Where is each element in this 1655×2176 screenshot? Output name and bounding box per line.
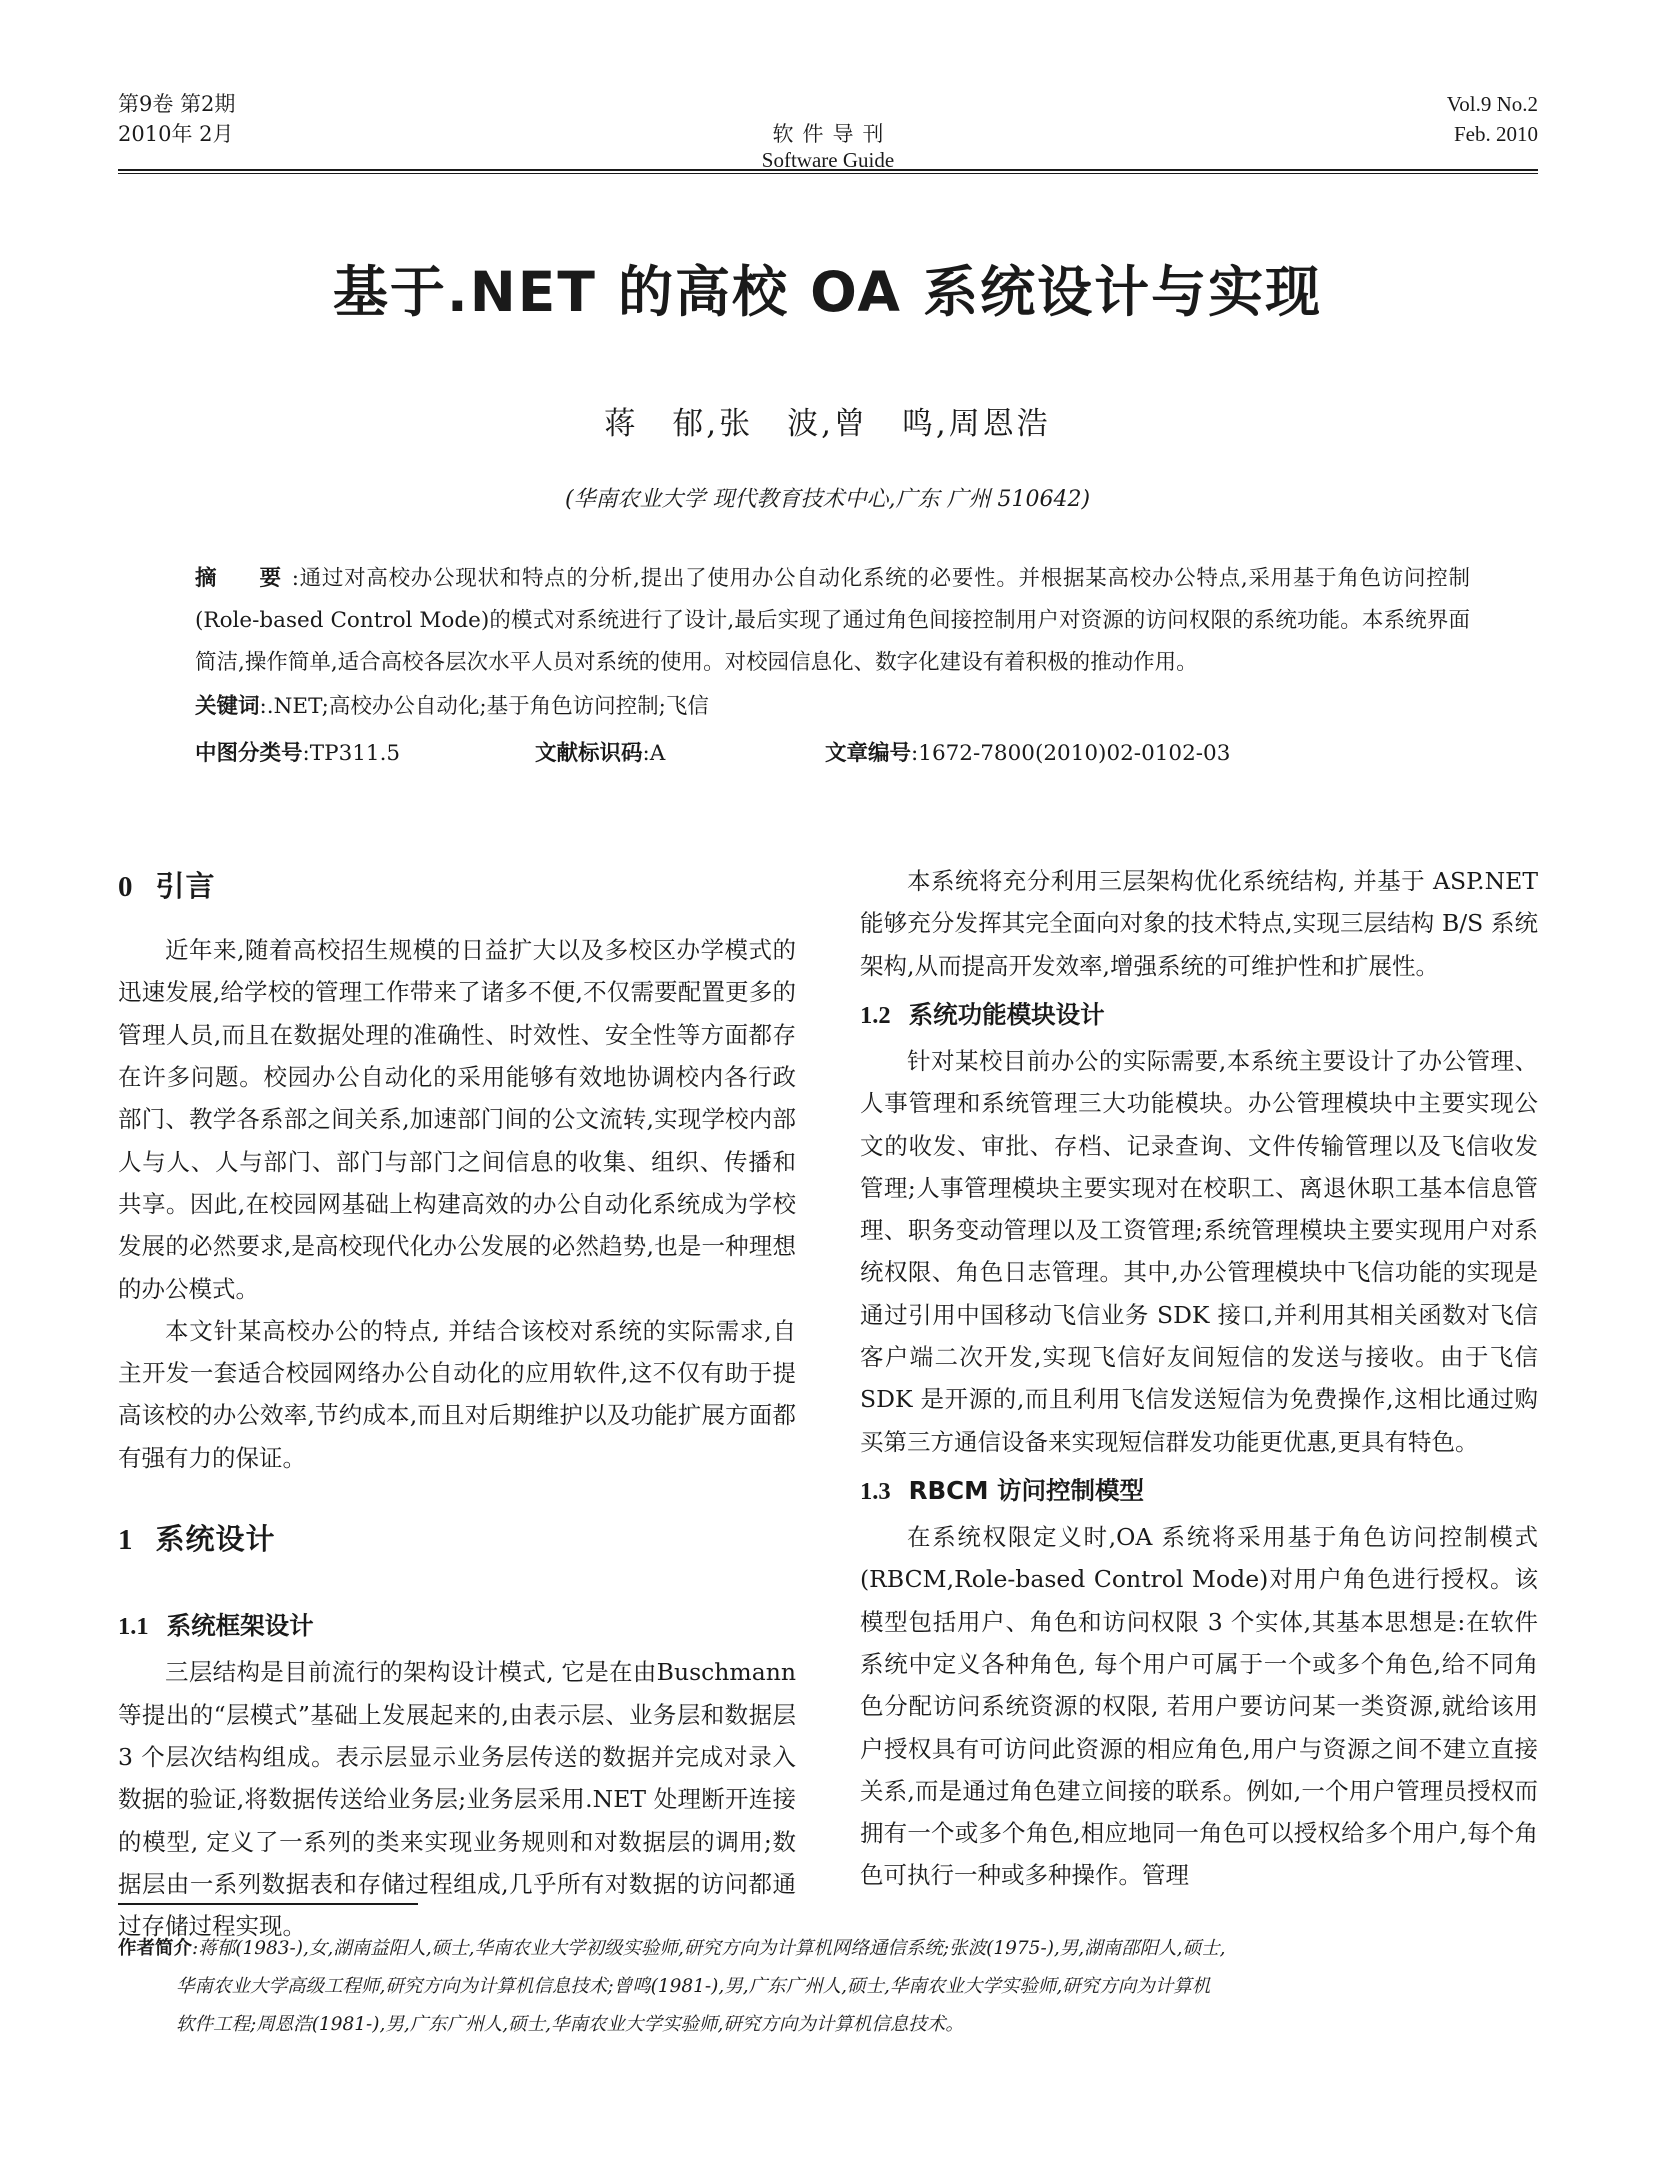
author-list: 蒋 郁,张 波,曾 鸣,周恩浩 bbox=[604, 406, 1051, 442]
footnote-line-1: :蒋郁(1983-),女,湖南益阳人,硕士,华南农业大学初级实验师,研究方向为计算机网络通信系统;张波(1975-),男,湖南邵阳人,硕士, bbox=[192, 1938, 1226, 1959]
paragraph: 针对某校目前办公的实际需要,本系统主要设计了办公管理、人事管理和系统管理三大功能模块。办公管理模块中主要实现公文的收发、审批、存档、记录查询、文件传输管理以及飞信收发管理;人事管理模块主要实现对在校职工、离退休职工基本信息管理、职务变动管理以及工资管理;系统管理模块主要实现用户对系统权限、角色日志管理。其中,办公管理模块中飞信功能的实现是通过引用中国移动飞信业务 SDK 接口,并利用其相关函数对飞信客户端二次开发,实现飞信好友间短信的发送与接收。由于飞信 SDK 是开源的,而且利用飞信发送短信为免费操作,这相比通过购买第三方通信设备来实现短信群发功能更优惠,更具有特色。 bbox=[860, 1046, 1538, 1456]
keywords-line bbox=[195, 686, 1470, 728]
keywords-value: :.NET;高校办公自动化;基于角色访问控制;飞信 bbox=[259, 693, 709, 719]
footnote-line: 软件工程;周恩浩(1981-),男,广东广州人,硕士,华南农业大学实验师,研究方向为计算机信息技术。 bbox=[176, 2013, 964, 2035]
heading-section-1-3 bbox=[860, 1469, 1538, 1514]
journal-date-cn: 2010年 2月 bbox=[118, 122, 234, 146]
keywords-label: 关键词 bbox=[195, 693, 260, 719]
abstract-paragraph bbox=[195, 558, 1470, 684]
heading-section-1-3-number: 1.3 bbox=[860, 1477, 891, 1505]
heading-section-1 bbox=[118, 1513, 796, 1566]
column-left bbox=[118, 860, 796, 1947]
heading-section-1-1-label: 系统框架设计 bbox=[166, 1611, 314, 1641]
heading-section-1-2-label: 系统功能模块设计 bbox=[908, 999, 1105, 1029]
journal-date-en: Feb. 2010 bbox=[1454, 122, 1538, 146]
section-spacer bbox=[118, 1582, 796, 1598]
abstract-separator: : bbox=[291, 566, 299, 591]
document-code-label: 文献标识码 bbox=[535, 740, 643, 766]
paragraph: 在系统权限定义时,OA 系统将采用基于角色访问控制模式(RBCM,Role-based Control Mode)对用户角色进行授权。该模型包括用户、角色和访问权限 3 个实体,其基本思想是:在软件系统中定义各种角色, 每个用户可属于一个或多个角色,给不同角色分配访问系统资源的权限, 若用户要访问某一类资源,就给该用户授权具有可访问此资源的相应角色,用户与资源之间不建立直接关系,而是通过角色建立间接的联系。例如,一个用户管理员授权而拥有一个或多个角色,相应地同一角色可以授权给多个用户,每个角色可执行一种或多种操作。管理 bbox=[860, 1523, 1538, 1890]
clc-value: :TP311.5 bbox=[302, 740, 401, 766]
paragraph: 三层结构是目前流行的架构设计模式, 它是在由Buschmann 等提出的“层模式”基础上发展起来的,由表示层、业务层和数据层 3 个层次结构组成。表示层显示业务层传送的数据并完成对录入数据的验证,将数据传送给业务层;业务层采用.NET 处理断开连接的模型, 定义了一系列的类来实现业务规则和对数据层的调用;数据层由一系列数据表和存储过程组成,几乎所有对数据的访问都通过存储过程实现。 bbox=[118, 1658, 796, 1941]
journal-name-cn: 软件导刊 bbox=[772, 122, 893, 146]
paragraph: 本文针某高校办公的特点, 并结合该校对系统的实际需求,自主开发一套适合校园网络办公自动化的应用软件,这不仅有助于提高该校的办公效率,节约成本,而且对后期维护以及功能扩展方面都有强有力的保证。 bbox=[118, 1316, 796, 1472]
author-bio-footnote bbox=[118, 1930, 1538, 2044]
heading-section-1-3-label: RBCM 访问控制模型 bbox=[908, 1475, 1145, 1505]
heading-section-0-label: 引言 bbox=[155, 869, 216, 903]
heading-section-1-number: 1 bbox=[118, 1524, 134, 1557]
abstract-block bbox=[195, 558, 1470, 775]
abstract-text: 通过对高校办公现状和特点的分析,提出了使用办公自动化系统的必要性。并根据某高校办公特点,采用基于角色访问控制(Role-based Control Mode)的模式对系统进行了设计,最后实现了通过角色间接控制用户对资源的访问权限的系统功能。本系统界面简洁,操作简单,适合高校各层次水平人员对系统的使用。对校园信息化、数字化建设有着积极的推动作用。 bbox=[195, 566, 1470, 675]
journal-name-en: Software Guide bbox=[761, 148, 895, 172]
heading-section-1-1 bbox=[118, 1604, 796, 1649]
article-id-value: :1672-7800(2010)02-0102-03 bbox=[911, 740, 1231, 766]
clc-number bbox=[195, 733, 535, 775]
body-columns bbox=[118, 860, 1538, 1941]
footnote-divider-rule bbox=[118, 1903, 418, 1905]
article-id-label: 文章编号 bbox=[825, 740, 912, 766]
abstract-label: 摘 要 bbox=[195, 566, 292, 591]
header-divider-rule bbox=[118, 169, 1538, 174]
footnote-label: 作者简介 bbox=[118, 1938, 193, 1959]
page-title: 基于.NET 的高校 OA 系统设计与实现 bbox=[332, 260, 1323, 324]
journal-volume-issue-en: Vol.9 No.2 bbox=[1446, 92, 1538, 116]
heading-section-0-number: 0 bbox=[118, 871, 134, 903]
author-affiliation: (华南农业大学 现代教育技术中心,广东 广州 510642) bbox=[564, 487, 1091, 512]
document-code-value: :A bbox=[642, 740, 666, 766]
heading-section-1-label: 系统设计 bbox=[155, 1522, 276, 1557]
footnote-line bbox=[118, 1930, 1538, 1968]
journal-volume-issue-cn: 第9卷 第2期 bbox=[118, 92, 236, 116]
heading-section-0 bbox=[118, 860, 796, 913]
paragraph: 本系统将充分利用三层架构优化系统结构, 并基于 ASP.NET 能够充分发挥其完全面向对象的技术特点,实现三层结构 B/S 系统架构,从而提高开发效率,增强系统的可维护性和扩展性。 bbox=[860, 867, 1538, 980]
heading-section-1-1-number: 1.1 bbox=[118, 1613, 149, 1641]
classification-line bbox=[195, 733, 1470, 775]
section-spacer bbox=[118, 1479, 796, 1513]
document-code bbox=[535, 733, 825, 775]
column-right bbox=[860, 860, 1538, 1897]
heading-section-1-2-number: 1.2 bbox=[860, 1001, 891, 1029]
running-head bbox=[118, 88, 1538, 172]
paragraph: 近年来,随着高校招生规模的日益扩大以及多校区办学模式的迅速发展,给学校的管理工作带来了诸多不便,不仅需要配置更多的管理人员,而且在数据处理的准确性、时效性、安全性等方面都存在许多问题。校园办公自动化的采用能够有效地协调校内各行政部门、教学各系部之间关系,加速部门间的公文流转,实现学校内部人与人、人与部门、部门与部门之间信息的收集、组织、传播和共享。因此,在校园网基础上构建高效的办公自动化系统成为学校发展的必然要求,是高校现代化办公发展的必然趋势,也是一种理想的办公模式。 bbox=[118, 936, 796, 1303]
heading-section-1-2 bbox=[860, 993, 1538, 1038]
footnote-line: 华南农业大学高级工程师,研究方向为计算机信息技术;曾鸣(1981-),男,广东广州人,硕士,华南农业大学实验师,研究方向为计算机 bbox=[176, 1975, 1211, 1997]
clc-label: 中图分类号 bbox=[195, 740, 303, 766]
article-id bbox=[825, 733, 1470, 775]
